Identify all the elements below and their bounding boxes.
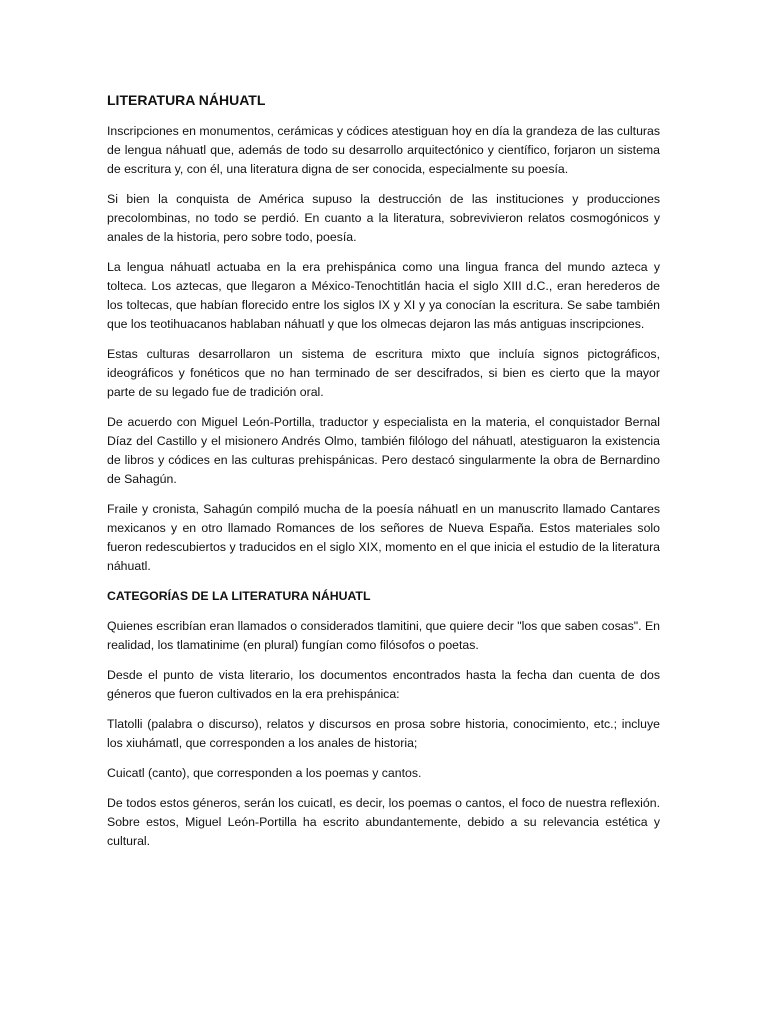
paragraph-3: La lengua náhuatl actuaba en la era prehispánica como una lingua franca del mundo azteca y tolteca. Los aztecas, que llegaron a México-Tenochtitlán hacia el siglo XIII d.C., eran herederos de los toltecas, que habían florecido entre los siglos IX y XI y ya conocían la escritura. Se sabe también que los teotihuacanos hablaban náhuatl y que los olmecas dejaron las más antiguas inscripciones.: [107, 260, 660, 331]
paragraph-8: Desde el punto de vista literario, los documentos encontrados hasta la fecha dan cuenta de dos géneros que fueron cultivados en la era prehispánica:: [107, 668, 660, 701]
paragraph-4: Estas culturas desarrollaron un sistema de escritura mixto que incluía signos pictográficos, ideográficos y fonéticos que no han terminado de ser descifrados, si bien es cierto que la mayor parte de su legado fue de tradición oral.: [107, 347, 660, 399]
paragraph-5: De acuerdo con Miguel León-Portilla, traductor y especialista en la materia, el conquistador Bernal Díaz del Castillo y el misionero Andrés Olmo, también filólogo del náhuatl, atestiguaron la existencia de libros y códices en las culturas prehispánicas. Pero destacó singularmente la obra de Bernardino de Sahagún.: [107, 415, 660, 486]
paragraph-1: Inscripciones en monumentos, cerámicas y códices atestiguan hoy en día la grandeza de las culturas de lengua náhuatl que, además de todo su desarrollo arquitectónico y científico, forjaron un sistema de escritura y, con él, una literatura digna de ser conocida, especialmente su poesía.: [107, 124, 660, 176]
paragraph-6: Fraile y cronista, Sahagún compiló mucha de la poesía náhuatl en un manuscrito llamado Cantares mexicanos y en otro llamado Romances de los señores de Nueva España. Estos materiales solo fueron redescubiertos y traducidos en el siglo XIX, momento en el que inicia el estudio de la literatura náhuatl.: [107, 502, 660, 573]
paragraph-7: Quienes escribían eran llamados o considerados tlamitini, que quiere decir "los que saben cosas". En realidad, los tlamatinime (en plural) fungían como filósofos o poetas.: [107, 619, 660, 652]
paragraph-9: Tlatolli (palabra o discurso), relatos y discursos en prosa sobre historia, conocimiento, etc.; incluye los xiuhámatl, que corresponden a los anales de historia;: [107, 717, 660, 750]
document-title: LITERATURA NÁHUATL: [107, 92, 266, 108]
document-body: [107, 90, 660, 862]
paragraph-11: De todos estos géneros, serán los cuicatl, es decir, los poemas o cantos, el foco de nuestra reflexión. Sobre estos, Miguel León-Portilla ha escrito abundantemente, debido a su relevancia estética y cultural.: [107, 796, 660, 848]
paragraph-2: Si bien la conquista de América supuso la destrucción de las instituciones y producciones precolombinas, no todo se perdió. En cuanto a la literatura, sobrevivieron relatos cosmogónicos y anales de la historia, pero sobre todo, poesía.: [107, 192, 660, 244]
paragraph-10: Cuicatl (canto), que corresponden a los poemas y cantos.: [107, 766, 422, 780]
section-title: CATEGORÍAS DE LA LITERATURA NÁHUATL: [107, 589, 371, 603]
